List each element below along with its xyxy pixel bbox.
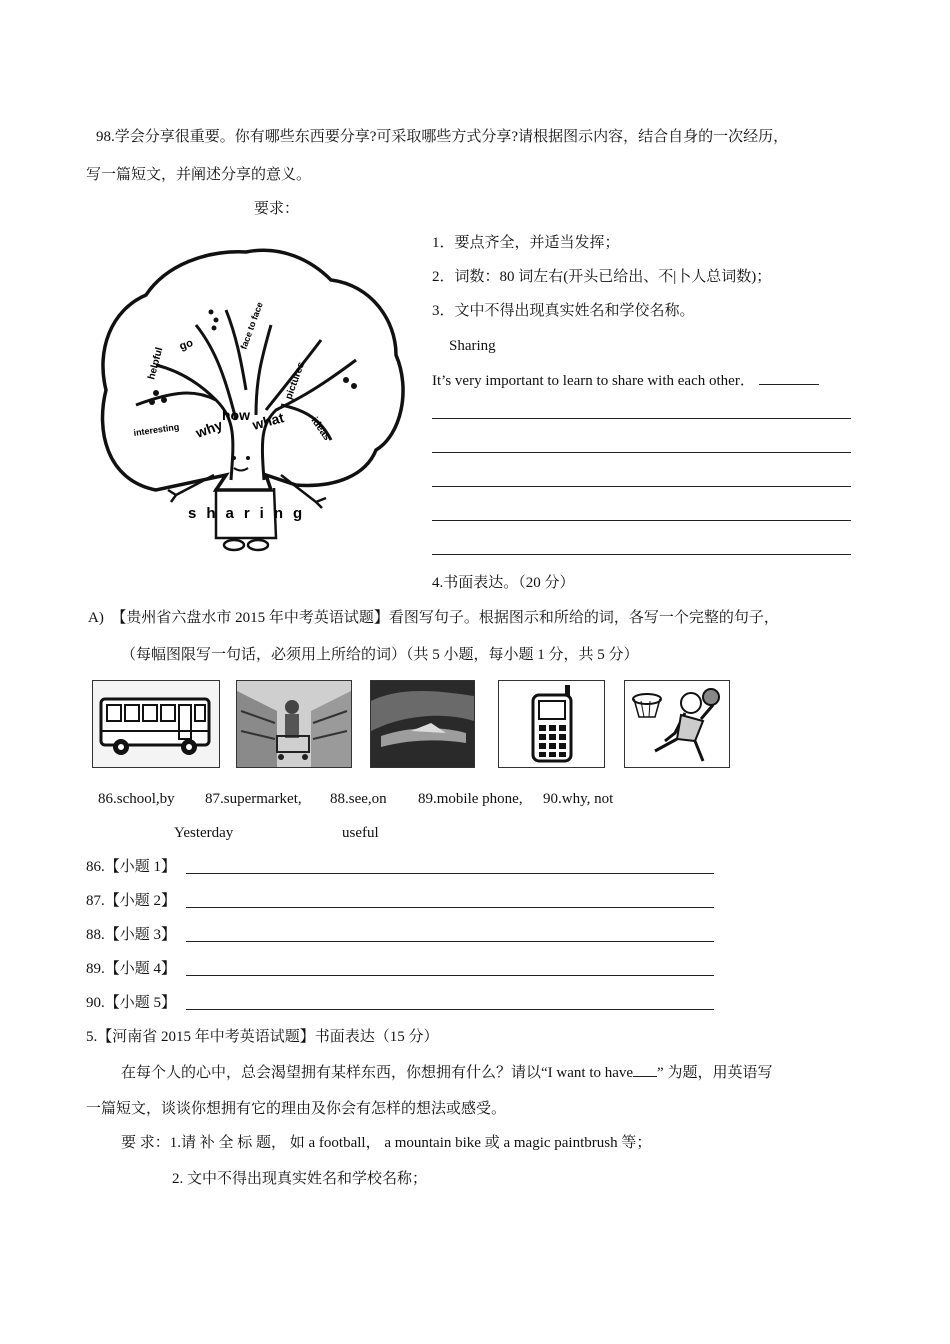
picture-supermarket — [236, 680, 352, 768]
tree-drawing — [96, 240, 416, 560]
tree-word-helpful: helpful — [146, 346, 166, 381]
tree-word-why: why — [193, 416, 225, 441]
cue-89: 89.mobile phone, — [418, 791, 523, 807]
tree-word-how: how — [222, 407, 250, 423]
answer-line-4[interactable] — [186, 975, 714, 976]
q98-essay-blank-inline[interactable] — [759, 370, 819, 385]
q98-prompt-line2: 写一篇短文，并阐述分享的意义。 — [86, 167, 312, 183]
answer-label-1: 86.【小题 1】 — [86, 859, 177, 875]
answer-label-3: 88.【小题 3】 — [86, 927, 177, 943]
mobile-phone-icon — [499, 681, 604, 767]
section4-a-line2: （每幅图限写一句话，必须用上所给的词）（共 5 小题，每小题 1 分，共 5 分） — [121, 647, 639, 663]
answer-line-3[interactable] — [186, 941, 714, 942]
picture-sofa-scene — [370, 680, 475, 768]
supermarket-icon — [237, 681, 351, 767]
q98-answer-line-4[interactable] — [432, 520, 851, 521]
tree-word-sharing: sharing — [188, 505, 313, 522]
q98-essay-start — [432, 370, 819, 391]
q98-answer-line-1[interactable] — [432, 418, 851, 419]
q98-prompt-line1: 98.学会分享很重要。你有哪些东西要分享?可采取哪些方式分享?请根据图示内容，结合自身的一次经历， — [96, 129, 789, 145]
answer-label-5: 90.【小题 5】 — [86, 995, 177, 1011]
q98-answer-line-2[interactable] — [432, 452, 851, 453]
picture-basketball — [624, 680, 730, 768]
bus-icon — [93, 681, 219, 767]
section5-para1-a: 在每个人的心中，总会渴望拥有某样东西，你想拥有什么？请以“I want to have — [121, 1065, 634, 1081]
q98-essay-start-text: It’s very important to learn to share with each other． — [432, 373, 755, 389]
section5-requirement-1: 要 求：1.请 补 全 标 题， 如 a football， a mountain bike 或 a magic paintbrush 等； — [121, 1135, 652, 1151]
answer-line-2[interactable] — [186, 907, 714, 908]
basketball-player-icon — [625, 681, 729, 767]
q98-answer-line-5[interactable] — [432, 554, 851, 555]
section5-para2: 一篇短文，谈谈你想拥有它的理由及你会有怎样的想法或感受。 — [86, 1101, 507, 1117]
answer-label-4: 89.【小题 4】 — [86, 961, 177, 977]
section4-title: 4.书面表达。（20 分） — [432, 575, 575, 591]
section5-requirement-2: 2. 文中不得出现真实姓名和学校名称； — [172, 1171, 428, 1187]
section5-para1 — [121, 1062, 772, 1083]
picture-bus — [92, 680, 220, 768]
q98-requirement-1: 1．要点齐全，并适当发挥； — [432, 235, 620, 251]
answer-label-2: 87.【小题 2】 — [86, 893, 177, 909]
sharing-tree-illustration — [96, 240, 416, 560]
cue-87-sub: Yesterday — [174, 825, 234, 841]
tree-word-interesting: interesting — [132, 421, 180, 438]
tree-word-what: what — [250, 409, 286, 433]
section4-a-line1: A) 【贵州省六盘水市 2015 年中考英语试题】看图写句子。根据图示和所给的词，各写一个完整的句子， — [88, 610, 779, 626]
tree-word-face-to-face: face to face — [238, 300, 265, 351]
q98-requirement-2: 2．词数：80 词左右(开头已给出、不|卜人总词数)； — [432, 269, 772, 285]
q98-essay-title: Sharing — [449, 338, 496, 354]
tree-word-ideas: ideas — [308, 415, 333, 443]
cue-87: 87.supermarket, — [205, 791, 302, 807]
scene-icon — [371, 681, 474, 767]
picture-mobile-phone — [498, 680, 605, 768]
tree-word-pictures: pictures — [283, 360, 308, 402]
cue-90: 90.why, not — [543, 791, 614, 807]
answer-line-5[interactable] — [186, 1009, 714, 1010]
cue-86: 86.school,by — [98, 791, 175, 807]
section5-title: 5.【河南省 2015 年中考英语试题】书面表达（15 分） — [86, 1029, 439, 1045]
section5-para1-b: ” 为题，用英语写 — [657, 1065, 773, 1081]
q98-requirement-3: 3．文中不得出现真实姓名和学佼名称。 — [432, 303, 695, 319]
cue-89-sub: useful — [342, 825, 379, 841]
q98-requirements-title: 要求： — [254, 201, 300, 217]
tree-word-go: go — [177, 336, 195, 353]
q98-answer-line-3[interactable] — [432, 486, 851, 487]
cue-88: 88.see,on — [330, 791, 387, 807]
answer-line-1[interactable] — [186, 873, 714, 874]
title-blank[interactable] — [633, 1062, 657, 1077]
